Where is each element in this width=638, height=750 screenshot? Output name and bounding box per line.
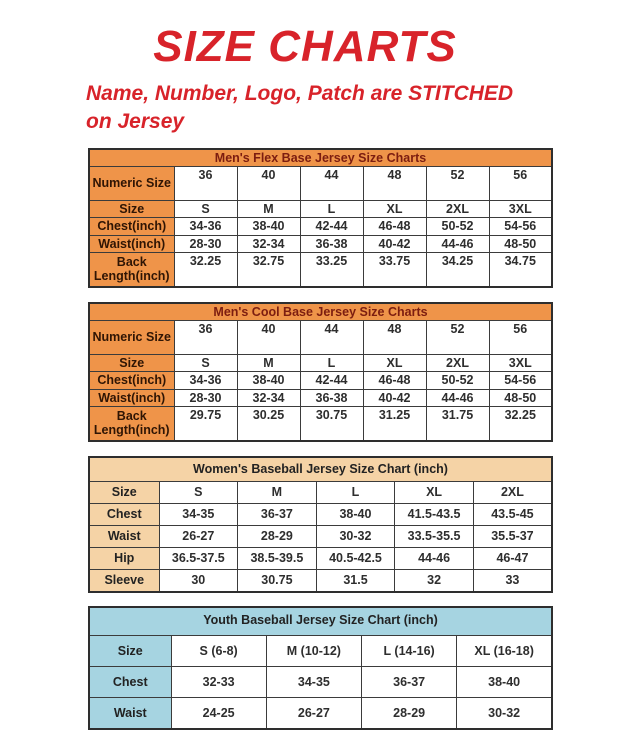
size-value-cell: 36-37 bbox=[362, 667, 457, 698]
size-value-cell: 33.75 bbox=[363, 253, 426, 287]
size-value-cell: S bbox=[174, 201, 237, 218]
size-value-cell: XL bbox=[363, 201, 426, 218]
size-value-cell: M bbox=[237, 355, 300, 372]
size-value-cell: XL (16-18) bbox=[457, 636, 552, 667]
table-title-row bbox=[89, 607, 552, 636]
table-row bbox=[89, 407, 552, 441]
size-value-cell: 54-56 bbox=[489, 218, 552, 235]
size-value-cell: 33 bbox=[473, 570, 552, 592]
table-row bbox=[89, 504, 552, 526]
size-value-cell: 30.75 bbox=[238, 570, 317, 592]
row-label: Chest bbox=[89, 504, 159, 526]
size-value-cell: 32.75 bbox=[237, 253, 300, 287]
size-value-cell: 30.75 bbox=[300, 407, 363, 441]
size-value-cell: 34-35 bbox=[159, 504, 238, 526]
row-label: Size bbox=[89, 201, 174, 218]
size-value-cell: S bbox=[174, 355, 237, 372]
size-value-cell: 42-44 bbox=[300, 372, 363, 389]
size-value-cell: 46-47 bbox=[473, 548, 552, 570]
size-value-cell: 29.75 bbox=[174, 407, 237, 441]
size-value-cell: M (10-12) bbox=[266, 636, 361, 667]
size-value-cell: 36-38 bbox=[300, 235, 363, 252]
table-row bbox=[89, 218, 552, 235]
size-value-cell: S (6-8) bbox=[171, 636, 266, 667]
table-row bbox=[89, 253, 552, 287]
size-value-cell: 32-34 bbox=[237, 235, 300, 252]
table-row bbox=[89, 667, 552, 698]
size-value-cell: 56 bbox=[489, 321, 552, 355]
size-value-cell: 54-56 bbox=[489, 372, 552, 389]
row-label: Back Length(inch) bbox=[89, 253, 174, 287]
size-value-cell: 38-40 bbox=[457, 667, 552, 698]
table-row bbox=[89, 389, 552, 406]
size-value-cell: 48-50 bbox=[489, 389, 552, 406]
size-value-cell: 31.75 bbox=[426, 407, 489, 441]
size-value-cell: 46-48 bbox=[363, 218, 426, 235]
size-value-cell: L bbox=[300, 355, 363, 372]
size-value-cell: 40 bbox=[237, 321, 300, 355]
size-value-cell: 44 bbox=[300, 321, 363, 355]
size-value-cell: 38-40 bbox=[237, 372, 300, 389]
size-value-cell: 30.25 bbox=[237, 407, 300, 441]
page-title: SIZE CHARTS bbox=[153, 22, 457, 71]
size-value-cell: 46-48 bbox=[363, 372, 426, 389]
size-value-cell: 48 bbox=[363, 321, 426, 355]
row-label: Chest(inch) bbox=[89, 372, 174, 389]
size-value-cell: 35.5-37 bbox=[473, 526, 552, 548]
size-value-cell: 40-42 bbox=[363, 235, 426, 252]
tables-section bbox=[0, 148, 638, 730]
table-row bbox=[89, 321, 552, 355]
size-value-cell: 32-33 bbox=[171, 667, 266, 698]
size-value-cell: 3XL bbox=[489, 355, 552, 372]
size-value-cell: 2XL bbox=[473, 482, 552, 504]
size-value-cell: 3XL bbox=[489, 201, 552, 218]
size-value-cell: 44-46 bbox=[426, 235, 489, 252]
size-value-cell: 40-42 bbox=[363, 389, 426, 406]
size-value-cell: 56 bbox=[489, 167, 552, 201]
table-row bbox=[89, 526, 552, 548]
size-value-cell: 36-37 bbox=[238, 504, 317, 526]
size-value-cell: S bbox=[159, 482, 238, 504]
row-label: Chest(inch) bbox=[89, 218, 174, 235]
row-label: Size bbox=[89, 355, 174, 372]
table-row bbox=[89, 482, 552, 504]
size-value-cell: M bbox=[237, 201, 300, 218]
table-youth-baseball bbox=[88, 606, 553, 730]
table-row bbox=[89, 372, 552, 389]
size-value-cell: L bbox=[300, 201, 363, 218]
size-value-cell: 32.25 bbox=[489, 407, 552, 441]
size-value-cell: 34-35 bbox=[266, 667, 361, 698]
size-value-cell: 48 bbox=[363, 167, 426, 201]
size-value-cell: L bbox=[316, 482, 395, 504]
size-value-cell: 34.75 bbox=[489, 253, 552, 287]
size-value-cell: 44-46 bbox=[395, 548, 474, 570]
size-value-cell: 38-40 bbox=[237, 218, 300, 235]
size-value-cell: 33.25 bbox=[300, 253, 363, 287]
table-row bbox=[89, 570, 552, 592]
size-value-cell: 32-34 bbox=[237, 389, 300, 406]
table-row bbox=[89, 698, 552, 729]
page-subtitle bbox=[86, 80, 576, 135]
size-value-cell: 40 bbox=[237, 167, 300, 201]
size-value-cell: L (14-16) bbox=[362, 636, 457, 667]
size-value-cell: 30-32 bbox=[316, 526, 395, 548]
size-value-cell: 24-25 bbox=[171, 698, 266, 729]
subtitle-line-1: Name, Number, Logo, Patch are STITCHED bbox=[86, 82, 514, 106]
table-title-row bbox=[89, 303, 552, 321]
table-title: Youth Baseball Jersey Size Chart (inch) bbox=[89, 607, 552, 636]
size-value-cell: 26-27 bbox=[159, 526, 238, 548]
table-womens-baseball bbox=[88, 456, 553, 593]
size-value-cell: XL bbox=[395, 482, 474, 504]
size-value-cell: 44 bbox=[300, 167, 363, 201]
size-value-cell: 2XL bbox=[426, 355, 489, 372]
size-value-cell: 48-50 bbox=[489, 235, 552, 252]
row-label: Numeric Size bbox=[89, 321, 174, 355]
size-value-cell: 36 bbox=[174, 167, 237, 201]
row-label: Size bbox=[89, 636, 171, 667]
size-value-cell: 38.5-39.5 bbox=[238, 548, 317, 570]
size-value-cell: 30 bbox=[159, 570, 238, 592]
row-label: Back Length(inch) bbox=[89, 407, 174, 441]
size-value-cell: 36-38 bbox=[300, 389, 363, 406]
size-value-cell: 32 bbox=[395, 570, 474, 592]
size-value-cell: 36 bbox=[174, 321, 237, 355]
table-row bbox=[89, 636, 552, 667]
table-title: Men's Flex Base Jersey Size Charts bbox=[89, 149, 552, 167]
table-row bbox=[89, 355, 552, 372]
row-label: Waist bbox=[89, 526, 159, 548]
subtitle-line-2: on Jersey bbox=[86, 109, 185, 133]
size-value-cell: 26-27 bbox=[266, 698, 361, 729]
size-value-cell: 42-44 bbox=[300, 218, 363, 235]
row-label: Sleeve bbox=[89, 570, 159, 592]
size-value-cell: 28-29 bbox=[238, 526, 317, 548]
row-label: Waist bbox=[89, 698, 171, 729]
size-value-cell: 38-40 bbox=[316, 504, 395, 526]
table-title: Women's Baseball Jersey Size Chart (inch) bbox=[89, 457, 552, 482]
size-value-cell: 28-30 bbox=[174, 235, 237, 252]
size-value-cell: 31.5 bbox=[316, 570, 395, 592]
row-label: Numeric Size bbox=[89, 167, 174, 201]
row-label: Hip bbox=[89, 548, 159, 570]
size-value-cell: 28-30 bbox=[174, 389, 237, 406]
row-label: Waist(inch) bbox=[89, 389, 174, 406]
size-value-cell: XL bbox=[363, 355, 426, 372]
size-value-cell: 33.5-35.5 bbox=[395, 526, 474, 548]
size-value-cell: 28-29 bbox=[362, 698, 457, 729]
size-value-cell: 43.5-45 bbox=[473, 504, 552, 526]
table-mens-flex-base bbox=[88, 148, 553, 288]
row-label: Size bbox=[89, 482, 159, 504]
row-label: Chest bbox=[89, 667, 171, 698]
size-value-cell: 52 bbox=[426, 321, 489, 355]
size-value-cell: 40.5-42.5 bbox=[316, 548, 395, 570]
size-value-cell: 34-36 bbox=[174, 218, 237, 235]
table-row bbox=[89, 167, 552, 201]
table-row bbox=[89, 548, 552, 570]
table-row bbox=[89, 201, 552, 218]
size-value-cell: M bbox=[238, 482, 317, 504]
size-value-cell: 32.25 bbox=[174, 253, 237, 287]
size-value-cell: 44-46 bbox=[426, 389, 489, 406]
size-value-cell: 41.5-43.5 bbox=[395, 504, 474, 526]
table-mens-cool-base bbox=[88, 302, 553, 442]
size-value-cell: 2XL bbox=[426, 201, 489, 218]
size-value-cell: 50-52 bbox=[426, 218, 489, 235]
size-value-cell: 30-32 bbox=[457, 698, 552, 729]
row-label: Waist(inch) bbox=[89, 235, 174, 252]
size-value-cell: 52 bbox=[426, 167, 489, 201]
size-value-cell: 34-36 bbox=[174, 372, 237, 389]
table-title-row bbox=[89, 457, 552, 482]
size-value-cell: 34.25 bbox=[426, 253, 489, 287]
table-row bbox=[89, 235, 552, 252]
size-value-cell: 31.25 bbox=[363, 407, 426, 441]
size-value-cell: 50-52 bbox=[426, 372, 489, 389]
table-title-row bbox=[89, 149, 552, 167]
size-value-cell: 36.5-37.5 bbox=[159, 548, 238, 570]
table-title: Men's Cool Base Jersey Size Charts bbox=[89, 303, 552, 321]
